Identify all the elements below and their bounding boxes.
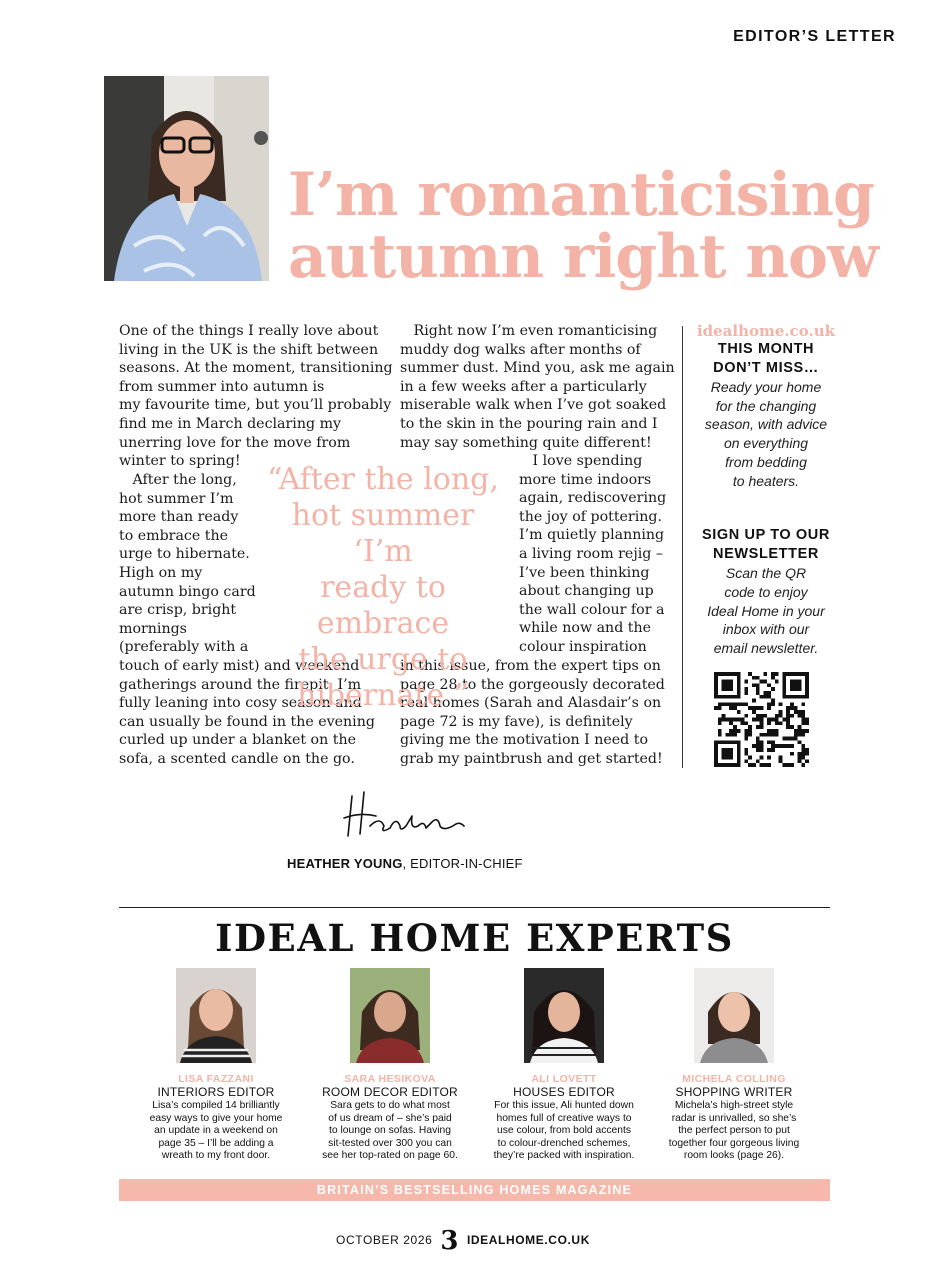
expert-name: SARA HESIKOVA [344, 1073, 436, 1085]
text-line: seasons. At the moment, transitioning [119, 360, 393, 377]
signoff [287, 856, 523, 871]
sidebar-text-line: inbox with our [722, 621, 810, 638]
sidebar-heading-dont-miss [693, 340, 839, 378]
sidebar-text-line: on everything [723, 435, 809, 452]
sidebar-text-line: from bedding [725, 453, 807, 470]
sidebar-heading-newsletter [693, 526, 839, 564]
expert-role: SHOPPING WRITER [675, 1085, 793, 1099]
editor-role: , EDITOR-IN-CHIEF [402, 856, 523, 871]
sidebar-text-line: season, with advice [704, 416, 828, 433]
pull-quote-line: hot summer ‘I’m [291, 498, 475, 569]
page-number: 3 [440, 1226, 460, 1256]
text-line: mornings [119, 620, 187, 637]
text-line: grab my paintbrush and get started! [400, 750, 663, 767]
text-line: gatherings around the firepit. I’m [119, 676, 362, 693]
newsletter-qr-code[interactable] [714, 672, 809, 767]
headline-line: autumn right now [288, 222, 878, 292]
text-line: while now and the [519, 620, 652, 637]
sidebar-heading-line: SIGN UP TO OUR [702, 527, 830, 544]
page-footer [0, 1226, 926, 1256]
article-col2-narrow [519, 452, 666, 657]
sidebar-heading-line: THIS MONTH [717, 341, 815, 357]
text-line: page 72 is my fave), is definitely [400, 713, 633, 730]
text-line: find me in March declaring my [119, 415, 342, 432]
editor-signature [340, 786, 470, 844]
text-line: to the skin in the pouring rain and I [400, 415, 658, 432]
expert-card [479, 968, 649, 1163]
text-line: touch of early mist) and weekend [119, 658, 360, 674]
sidebar-dont-miss-text [693, 378, 839, 490]
sidebar [693, 322, 839, 658]
bio-line: page 35 – I’ll be adding a [158, 1137, 274, 1149]
sidebar-text-line: code to enjoy [724, 583, 808, 600]
expert-card [649, 968, 819, 1163]
sidebar-site-link[interactable]: idealhome.co.uk [696, 322, 836, 340]
text-line: High on my [119, 564, 203, 581]
bio-line: wreath to my front door. [161, 1150, 271, 1162]
text-line: real homes (Sarah and Alasdair’s on [400, 695, 662, 712]
pull-quote-line: the urge to [298, 642, 468, 677]
sidebar-heading-line: NEWSLETTER [713, 546, 819, 563]
bio-line: Lisa’s compiled 14 brilliantly [152, 1100, 280, 1111]
bio-line: to lounge on sofas. Having [329, 1125, 451, 1137]
expert-bio [479, 1100, 649, 1163]
sidebar-text-line: email newsletter. [713, 640, 819, 657]
text-line: more time indoors [519, 471, 652, 488]
bio-line: sit-tested over 300 you can [328, 1137, 452, 1149]
text-line: I’ve been thinking [519, 564, 650, 581]
sidebar-text-line: Ready your home [710, 379, 822, 395]
expert-role: HOUSES EDITOR [513, 1085, 615, 1099]
bio-line: room looks (page 26). [683, 1150, 785, 1162]
text-line: the joy of pottering. [519, 508, 662, 525]
expert-name: MICHELA COLLING [682, 1073, 786, 1085]
editor-name: HEATHER YOUNG [287, 856, 403, 871]
footer-site-link[interactable]: IDEALHOME.CO.UK [466, 1233, 590, 1247]
experts-title: IDEAL HOME EXPERTS [215, 916, 734, 960]
text-line: I love spending [519, 453, 643, 469]
bio-line: see her top-rated on page 60. [322, 1150, 458, 1162]
text-line: colour inspiration [519, 638, 647, 655]
bio-line: radar is unrivalled, so she’s [671, 1112, 797, 1124]
text-line: my favourite time, but you’ll probably [119, 397, 392, 414]
issue-date: OCTOBER 2026 [336, 1233, 433, 1247]
text-line: may say something quite different! [400, 434, 652, 451]
bio-line: they’re packed with inspiration. [493, 1150, 635, 1162]
text-line: curled up under a blanket on the [119, 732, 356, 749]
text-line: fully leaning into cosy season and [119, 695, 362, 712]
text-line: in this issue, from the expert tips on [400, 658, 661, 674]
bio-line: easy ways to give your home [149, 1112, 283, 1124]
text-line: One of the things I really love about [119, 323, 379, 339]
text-line: sofa, a scented candle on the go. [119, 750, 355, 767]
pull-quote-line: “After the long, [267, 462, 499, 497]
expert-photo [524, 968, 604, 1063]
text-line: to embrace the [119, 527, 229, 544]
sidebar-text-line: Scan the QR [725, 565, 807, 582]
text-line: hot summer I’m [119, 490, 234, 507]
bio-line: homes full of creative ways to [496, 1112, 632, 1124]
text-line: Right now I’m even romanticising [400, 323, 658, 339]
section-label: EDITOR’S LETTER [733, 28, 896, 45]
bio-line: Sara gets to do what most [330, 1100, 450, 1111]
expert-name: ALI LOVETT [531, 1073, 597, 1085]
pull-quote-line: hibernate ” [296, 678, 470, 713]
text-line: living in the UK is the shift between [119, 341, 379, 358]
expert-photo [694, 968, 774, 1063]
bio-line: of us dream of – she’s paid [328, 1112, 452, 1124]
bio-line: For this issue, Ali hunted down [494, 1100, 634, 1111]
expert-bio [649, 1100, 819, 1163]
headline-line: I’m romanticising [288, 160, 874, 230]
text-line: unerring love for the move from [119, 434, 351, 451]
pull-quote [258, 462, 508, 714]
text-line: the wall colour for a [519, 601, 665, 618]
expert-photo [350, 968, 430, 1063]
tagline-banner: BRITAIN’S BESTSELLING HOMES MAGAZINE [119, 1179, 830, 1201]
experts-divider [119, 907, 830, 908]
text-line: muddy dog walks after months of [400, 341, 641, 358]
text-line: miserable walk when I’ve got soaked [400, 397, 667, 414]
expert-bio [131, 1100, 301, 1163]
expert-role: ROOM DECOR EDITOR [322, 1085, 458, 1099]
headline [288, 160, 888, 292]
text-line: page 28 to the gorgeously decorated [400, 676, 665, 693]
expert-name: LISA FAZZANI [178, 1073, 254, 1085]
text-line: a living room rejig – [519, 545, 663, 562]
article-col1-top [119, 322, 393, 471]
text-line: again, rediscovering [519, 490, 667, 507]
sidebar-heading-line: DON’T MISS… [713, 360, 819, 376]
sidebar-divider [682, 326, 683, 768]
pull-quote-line: ready to embrace [316, 570, 450, 641]
bio-line: Michela’s high-street style [674, 1100, 794, 1111]
sidebar-text-line: for the changing [715, 397, 817, 414]
expert-photo [176, 968, 256, 1063]
text-line: more than ready [119, 509, 239, 526]
bio-line: to colour-drenched schemes, [497, 1137, 631, 1149]
bio-line: together four gorgeous living [668, 1137, 800, 1149]
text-line: I’m quietly planning [519, 527, 665, 544]
expert-card [305, 968, 475, 1163]
text-line: from summer into autumn is [119, 378, 325, 395]
text-line: autumn bingo card [119, 583, 256, 600]
article-col1-narrow [119, 471, 256, 657]
expert-role: INTERIORS EDITOR [157, 1085, 275, 1099]
sidebar-text-line: to heaters. [732, 472, 800, 489]
bio-line: use colour, from bold accents [497, 1125, 631, 1137]
text-line: urge to hibernate. [119, 546, 250, 563]
editor-photo [104, 76, 269, 281]
article-col2-top [400, 322, 675, 452]
text-line: summer dust. Mind you, ask me again [400, 360, 675, 377]
expert-bio [305, 1100, 475, 1163]
text-line: in a few weeks after a particularly [400, 378, 647, 395]
text-line: After the long, [119, 472, 237, 488]
expert-card [131, 968, 301, 1163]
bio-line: the perfect person to put [678, 1125, 790, 1137]
sidebar-newsletter-text [693, 564, 839, 658]
sidebar-text-line: Ideal Home in your [707, 602, 825, 619]
text-line: winter to spring! [119, 453, 241, 470]
text-line: about changing up [519, 583, 654, 600]
bio-line: an update in a weekend on [154, 1125, 278, 1137]
text-line: (preferably with a [119, 639, 249, 656]
text-line: can usually be found in the evening [119, 713, 375, 730]
text-line: giving me the motivation I need to [400, 732, 649, 749]
text-line: are crisp, bright [119, 602, 237, 619]
